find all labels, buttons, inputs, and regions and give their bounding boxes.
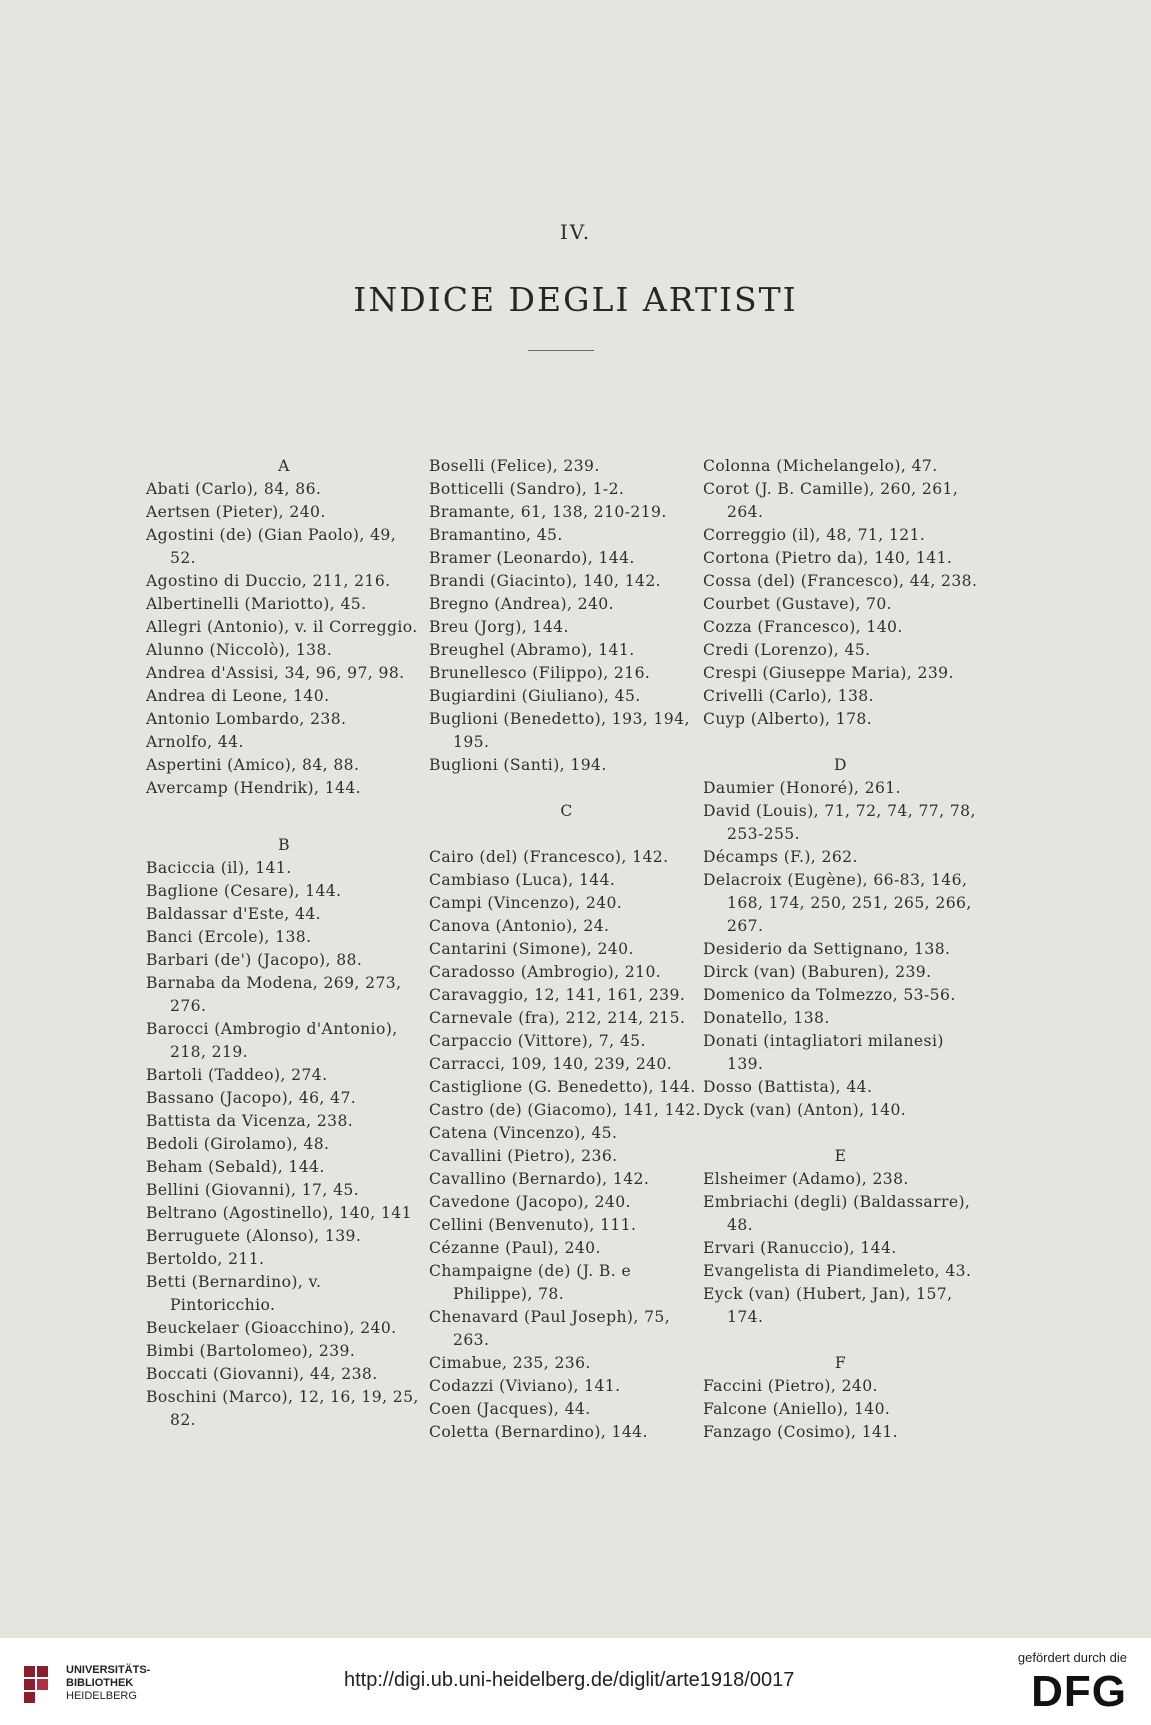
index-entry: Bramantino, 45. [429, 526, 563, 544]
library-name-line2: BIBLIOTHEK [66, 1677, 134, 1689]
index-entry: Carnevale (fra), 212, 214, 215. [429, 1009, 686, 1027]
index-entry: Castiglione (G. Benedetto), 144. [429, 1078, 696, 1096]
index-entry: Breu (Jorg), 144. [429, 618, 569, 636]
index-column-1 [146, 455, 421, 1432]
section-number: IV. [559, 220, 592, 244]
sponsor-caption: gefördert durch die [1017, 1650, 1127, 1665]
dfg-logo: DFG [1031, 1667, 1127, 1716]
index-entry: Campi (Vincenzo), 240. [429, 894, 623, 912]
index-entry: Breughel (Abramo), 141. [429, 641, 635, 659]
index-entry: Courbet (Gustave), 70. [703, 595, 893, 613]
index-entry: Coletta (Bernardino), 144. [429, 1423, 648, 1441]
index-entry: Boccati (Giovanni), 44, 238. [146, 1365, 378, 1383]
title-rule [528, 350, 594, 351]
spacer [703, 1329, 978, 1352]
index-entry: Carracci, 109, 140, 239, 240. [429, 1055, 673, 1073]
index-entry: Crespi (Giuseppe Maria), 239. [703, 664, 954, 682]
index-entry: Colonna (Michelangelo), 47. [703, 457, 938, 475]
index-entry: Carpaccio (Vittore), 7, 45. [429, 1032, 646, 1050]
index-entry: Cantarini (Simone), 240. [429, 940, 634, 958]
index-entry: Bimbi (Bartolomeo), 239. [146, 1342, 356, 1360]
index-entry: Berruguete (Alonso), 139. [146, 1227, 362, 1245]
index-entry: Eyck (van) (Hubert, Jan), 157, 174. [703, 1285, 953, 1326]
index-entry: Avercamp (Hendrik), 144. [146, 779, 362, 797]
university-library-logo-icon [22, 1664, 64, 1704]
index-entry: Beuckelaer (Gioacchino), 240. [146, 1319, 397, 1337]
index-entry: Baglione (Cesare), 144. [146, 882, 342, 900]
index-entry: Allegri (Antonio), v. il Correggio. [146, 618, 418, 636]
index-entry: Beltrano (Agostinello), 140, 141 [146, 1204, 412, 1222]
index-entry: Baldassar d'Este, 44. [146, 905, 321, 923]
spacer [429, 777, 704, 800]
university-library-name [66, 1664, 150, 1703]
index-entry: Castro (de) (Giacomo), 141, 142. [429, 1101, 701, 1119]
index-entry: Agostini (de) (Gian Paolo), 49, 52. [146, 526, 397, 567]
permalink-url[interactable]: http://digi.ub.uni-heidelberg.de/diglit/arte1918/0017 [344, 1669, 795, 1691]
index-entry: Cuyp (Alberto), 178. [703, 710, 873, 728]
index-entry: Cossa (del) (Francesco), 44, 238. [703, 572, 978, 590]
index-entry: Catena (Vincenzo), 45. [429, 1124, 618, 1142]
index-entry: Ervari (Ranuccio), 144. [703, 1239, 897, 1257]
index-entry: Betti (Bernardino), v. Pintoricchio. [146, 1273, 322, 1314]
index-entry: Cavallino (Bernardo), 142. [429, 1170, 650, 1188]
index-entry: Boselli (Felice), 239. [429, 457, 600, 475]
spacer [429, 823, 704, 846]
index-entry: Bertoldo, 211. [146, 1250, 265, 1268]
footer-bar [0, 1638, 1151, 1725]
index-entry: Codazzi (Viviano), 141. [429, 1377, 621, 1395]
index-entry: Banci (Ercole), 138. [146, 928, 312, 946]
index-entry: Abati (Carlo), 84, 86. [146, 480, 322, 498]
index-entry: Bellini (Giovanni), 17, 45. [146, 1181, 360, 1199]
index-entry: Décamps (F.), 262. [703, 848, 858, 866]
index-entry: Antonio Lombardo, 238. [146, 710, 347, 728]
index-entry: Cortona (Pietro da), 140, 141. [703, 549, 953, 567]
index-entry: Evangelista di Piandimeleto, 43. [703, 1262, 972, 1280]
index-entry: Elsheimer (Adamo), 238. [703, 1170, 909, 1188]
index-entry: Donatello, 138. [703, 1009, 830, 1027]
index-entry: Credi (Lorenzo), 45. [703, 641, 871, 659]
letter-heading: A [278, 457, 290, 475]
index-entry: Caradosso (Ambrogio), 210. [429, 963, 662, 981]
letter-heading: C [560, 802, 573, 820]
letter-heading: B [278, 836, 290, 854]
index-entry: Delacroix (Eugène), 66-83, 146, 168, 174, 250, 251, 265, 266, 267. [703, 871, 972, 935]
spacer [703, 1122, 978, 1145]
index-entry: Domenico da Tolmezzo, 53-56. [703, 986, 956, 1004]
index-entry: Andrea di Leone, 140. [146, 687, 330, 705]
index-entry: Fanzago (Cosimo), 141. [703, 1423, 899, 1441]
index-entry: Cambiaso (Luca), 144. [429, 871, 616, 889]
index-entry: Cimabue, 235, 236. [429, 1354, 591, 1372]
index-entry: Dosso (Battista), 44. [703, 1078, 873, 1096]
index-entry: Bassano (Jacopo), 46, 47. [146, 1089, 357, 1107]
index-entry: David (Louis), 71, 72, 74, 77, 78, 253-255. [703, 802, 976, 843]
page-title: INDICE DEGLI ARTISTI [353, 280, 798, 319]
index-entry: Bregno (Andrea), 240. [429, 595, 614, 613]
index-entry: Cellini (Benvenuto), 111. [429, 1216, 637, 1234]
index-entry: Chenavard (Paul Joseph), 75, 263. [429, 1308, 671, 1349]
spacer [146, 800, 421, 834]
index-entry: Canova (Antonio), 24. [429, 917, 610, 935]
index-entry: Aertsen (Pieter), 240. [146, 503, 326, 521]
index-entry: Buglioni (Santi), 194. [429, 756, 607, 774]
index-entry: Bramante, 61, 138, 210-219. [429, 503, 667, 521]
letter-heading: D [834, 756, 847, 774]
index-entry: Barnaba da Modena, 269, 273, 276. [146, 974, 402, 1015]
index-entry: Donati (intagliatori milanesi) 139. [703, 1032, 944, 1073]
index-entry: Champaigne (de) (J. B. e Philippe), 78. [429, 1262, 632, 1303]
index-entry: Baciccia (il), 141. [146, 859, 292, 877]
index-entry: Dyck (van) (Anton), 140. [703, 1101, 907, 1119]
index-entry: Embriachi (degli) (Baldassarre), 48. [703, 1193, 971, 1234]
letter-heading: F [834, 1354, 847, 1372]
index-entry: Alunno (Niccolò), 138. [146, 641, 333, 659]
index-entry: Brunellesco (Filippo), 216. [429, 664, 651, 682]
index-entry: Agostino di Duccio, 211, 216. [146, 572, 391, 590]
index-entry: Caravaggio, 12, 141, 161, 239. [429, 986, 686, 1004]
index-entry: Aspertini (Amico), 84, 88. [146, 756, 360, 774]
index-column-2 [429, 455, 704, 1444]
index-entry: Cozza (Francesco), 140. [703, 618, 903, 636]
index-entry: Cairo (del) (Francesco), 142. [429, 848, 669, 866]
index-entry: Coen (Jacques), 44. [429, 1400, 591, 1418]
index-entry: Barocci (Ambrogio d'Antonio), 218, 219. [146, 1020, 398, 1061]
index-entry: Dirck (van) (Baburen), 239. [703, 963, 932, 981]
index-entry: Bartoli (Taddeo), 274. [146, 1066, 328, 1084]
index-entry: Albertinelli (Mariotto), 45. [146, 595, 367, 613]
index-entry: Cézanne (Paul), 240. [429, 1239, 601, 1257]
index-entry: Crivelli (Carlo), 138. [703, 687, 874, 705]
index-entry: Bugiardini (Giuliano), 45. [429, 687, 641, 705]
index-entry: Bramer (Leonardo), 144. [429, 549, 635, 567]
index-entry: Correggio (il), 48, 71, 121. [703, 526, 926, 544]
index-column-3 [703, 455, 978, 1444]
index-entry: Falcone (Aniello), 140. [703, 1400, 891, 1418]
library-name-line1: UNIVERSITÄTS- [66, 1664, 151, 1676]
index-entry: Botticelli (Sandro), 1-2. [429, 480, 625, 498]
index-entry: Corot (J. B. Camille), 260, 261, 264. [703, 480, 959, 521]
index-entry: Barbari (de') (Jacopo), 88. [146, 951, 363, 969]
index-entry: Cavedone (Jacopo), 240. [429, 1193, 631, 1211]
index-entry: Cavallini (Pietro), 236. [429, 1147, 618, 1165]
index-entry: Battista da Vicenza, 238. [146, 1112, 354, 1130]
letter-heading: E [834, 1147, 847, 1165]
index-entry: Beham (Sebald), 144. [146, 1158, 325, 1176]
index-entry: Boschini (Marco), 12, 16, 19, 25, 82. [146, 1388, 419, 1429]
index-entry: Daumier (Honoré), 261. [703, 779, 901, 797]
index-entry: Faccini (Pietro), 240. [703, 1377, 878, 1395]
index-entry: Desiderio da Settignano, 138. [703, 940, 951, 958]
index-entry: Bedoli (Girolamo), 48. [146, 1135, 330, 1153]
spacer [703, 731, 978, 754]
index-entry: Arnolfo, 44. [146, 733, 244, 751]
index-entry: Andrea d'Assisi, 34, 96, 97, 98. [146, 664, 405, 682]
index-entry: Brandi (Giacinto), 140, 142. [429, 572, 662, 590]
library-name-line3: HEIDELBERG [66, 1690, 137, 1702]
index-entry: Buglioni (Benedetto), 193, 194, 195. [429, 710, 690, 751]
